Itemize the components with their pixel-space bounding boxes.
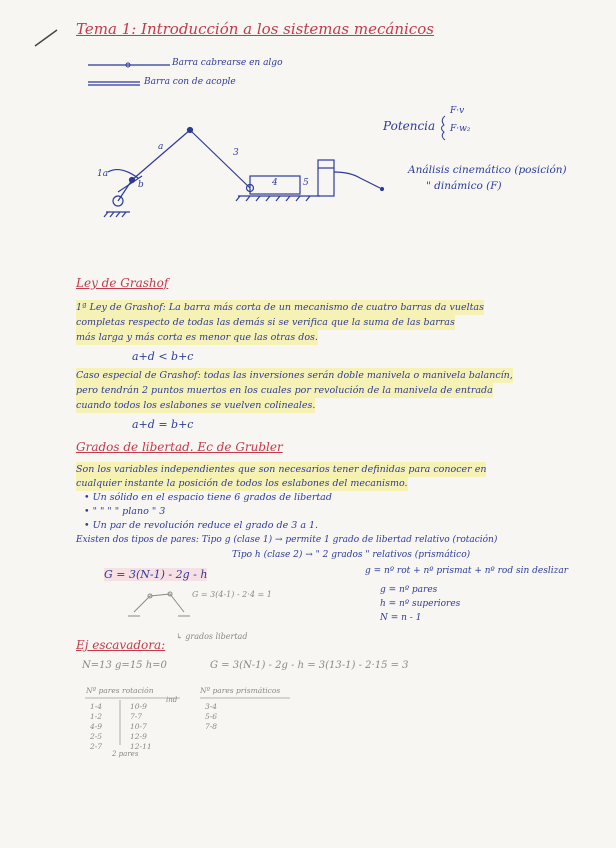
- pair-rotacion-item: 2-7: [90, 742, 103, 751]
- diagram-label-5: 5: [303, 178, 309, 188]
- pair-rotacion-item: 2-5: [90, 732, 103, 741]
- grubler-example: G = 3(4-1) - 2·4 = 1: [192, 590, 272, 599]
- diagram-label-4: 4: [272, 178, 278, 188]
- pair-rotacion-item: 1-2: [90, 712, 103, 721]
- pair-rotacion-item: 7-7: [130, 712, 143, 721]
- grados-heading: Grados de libertad. Ec de Grubler: [76, 440, 283, 454]
- col1-title: Nº pares rotación: [86, 686, 154, 695]
- diagram-label-3: 3: [233, 148, 239, 158]
- grados-bullet-3: • Un par de revolución reduce el grado de 3 a 1.: [84, 520, 319, 531]
- potencia-brace: [442, 116, 446, 140]
- col1-subtitle: ind: [166, 696, 178, 704]
- grados-bullet-1: • Un sólido en el espacio tiene 6 grados de libertad: [84, 492, 332, 503]
- def-line-1: g = nº pares: [380, 585, 438, 595]
- ejercicio-data: N=13 g=15 h=0: [82, 660, 167, 671]
- page-title: Tema 1: Introducción a los sistemas mecánicos: [76, 20, 434, 38]
- mechanism-diagram: [104, 128, 384, 218]
- ejercicio-note: ↳ grados libertad: [176, 632, 248, 641]
- pencil-stroke: [35, 30, 57, 46]
- grashof-p1-line-1: 1ª Ley de Grashof: La barra más corta de un mecanismo de cuatro barras da vueltas: [76, 302, 484, 313]
- analisis-line-1: Análisis cinemático (posición): [408, 164, 567, 176]
- pair-rotacion-item: 4-9: [90, 722, 103, 731]
- grados-p1-line-2: cualquier instante la posición de todos los eslabones del mecanismo.: [76, 478, 408, 489]
- grashof-eq-2: a+d = b+c: [132, 418, 194, 431]
- col2-title: Nº pares prismáticos: [200, 686, 281, 695]
- diagram-label-b: b: [138, 180, 144, 190]
- col1-footer: 2 pares: [112, 750, 139, 758]
- grashof-p2-line-1: Caso especial de Grashof: todas las inversiones serán doble manivela o manivela balancín,: [76, 370, 513, 381]
- grashof-p2-line-2: pero tendrán 2 puntos muertos en los cuales por revolución de la manivela de entrada: [76, 385, 493, 396]
- grashof-p1-line-3: más larga y más corta es menor que las otras dos.: [76, 332, 318, 343]
- pares-line-2: Tipo h (clase 2) → " 2 grados " relativos (prismático): [232, 550, 471, 560]
- pair-rotacion-item: 10-7: [130, 722, 147, 731]
- legend-text-2: Barra con de acople: [144, 77, 236, 87]
- exercise-table-lines: [85, 698, 290, 745]
- diagram-label-1a: 1a: [97, 169, 109, 179]
- potencia-label: Potencia: [383, 119, 436, 133]
- grubler-formula: G = 3(N-1) - 2g - h: [104, 568, 208, 581]
- pair-prismatico-item: 3-4: [205, 702, 218, 711]
- potencia-formula-1: F·v: [450, 106, 465, 116]
- pair-rotacion-item: 1-4: [90, 702, 103, 711]
- pair-prismatico-item: 7-8: [205, 722, 218, 731]
- pair-prismatico-item: 5-6: [205, 712, 218, 721]
- grados-bullet-2: • " " " " plano " 3: [84, 506, 166, 517]
- ejercicio-calc: G = 3(N-1) - 2g - h = 3(13-1) - 2·15 = 3: [210, 660, 409, 671]
- grubler-sketch: [128, 592, 190, 616]
- def-line-2: h = nº superiores: [380, 599, 461, 609]
- pair-rotacion-item: 10-9: [130, 702, 147, 711]
- grashof-heading: Ley de Grashof: [76, 276, 169, 290]
- grashof-p2-line-3: cuando todos los eslabones se vuelven colineales.: [76, 400, 316, 411]
- analisis-line-2: " dinámico (F): [426, 180, 502, 192]
- legend-text-1: Barra cabrearse en algo: [172, 58, 283, 68]
- grashof-p1-line-2: completas respecto de todas las demás si se verifica que la suma de las barras: [76, 317, 455, 328]
- grados-p1-line-1: Son los variables independientes que son necesarios tener definidas para conocer en: [76, 464, 487, 475]
- def-line-3: N = n - 1: [380, 613, 422, 623]
- potencia-formula-2: F·w₂: [450, 124, 471, 134]
- pair-rotacion-item: 12-11: [130, 742, 152, 751]
- ejercicio-heading: Ej escavadora:: [76, 638, 166, 652]
- diagram-label-a: a: [158, 142, 164, 152]
- grashof-eq-1: a+d < b+c: [132, 350, 194, 363]
- pares-line-1: Existen dos tipos de pares: Tipo g (clase 1) → permite 1 grado de libertad relativo (rotación): [76, 535, 498, 545]
- pair-rotacion-item: 12-9: [130, 732, 147, 741]
- g-definition: g = nº rot + nº prismat + nº rod sin deslizar: [365, 566, 569, 576]
